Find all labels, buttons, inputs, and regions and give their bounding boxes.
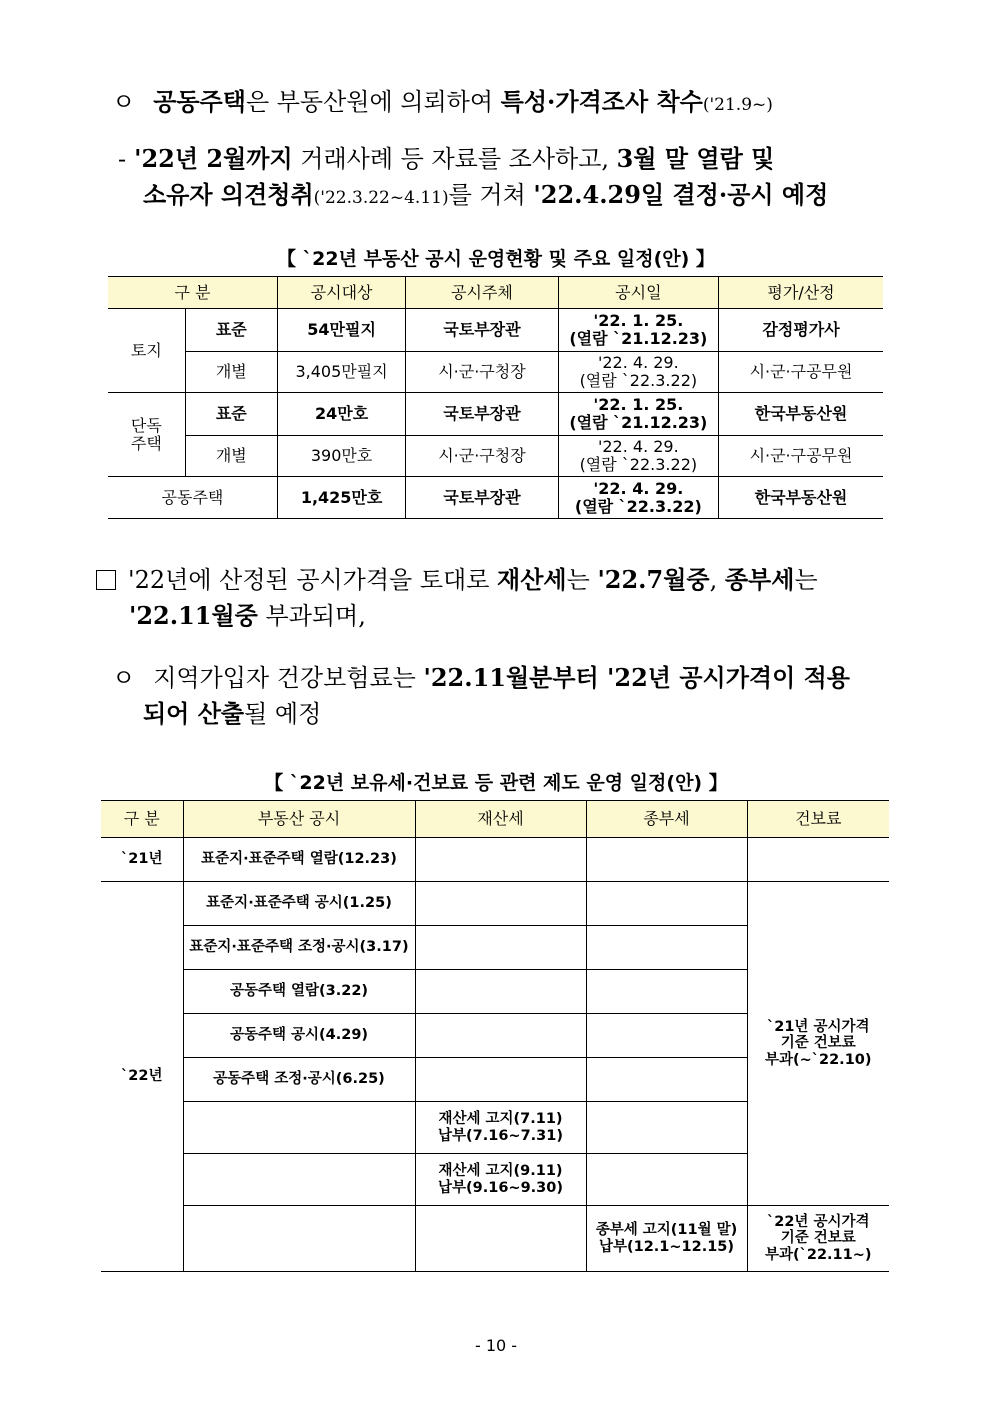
th-comprehensive-tax: 종부세: [586, 801, 747, 838]
checkbox-square-icon: [96, 570, 116, 590]
date-cell: '22. 4. 29. (열람 `22.3.22): [558, 352, 718, 393]
th-gongsi: 부동산 공시: [183, 801, 415, 838]
date-cell: '22. 1. 25. (열람 `21.12.23): [558, 309, 718, 352]
bullet-circle: ㅇ: [112, 88, 136, 116]
property-tax-july: 재산세 고지(7.11) 납부(7.16~7.31): [415, 1102, 586, 1154]
date-cell: '22. 4. 29. (열람 `22.3.22): [558, 477, 718, 519]
intro-line-2: - '22년 2월까지 거래사례 등 자료를 조사하고, 3월 말 열람 및: [118, 144, 775, 173]
dash-marker: -: [118, 145, 127, 173]
property-tax-sept: 재산세 고지(9.11) 납부(9.16~9.30): [415, 1154, 586, 1206]
health-note-2021: `21년 공시가격 기준 건보료 부과(~`22.10): [747, 882, 889, 1206]
date-cell: '22. 1. 25. (열람 `21.12.23): [558, 393, 718, 436]
comprehensive-tax-nov: 종부세 고지(11월 말) 납부(12.1~12.15): [586, 1206, 747, 1272]
bullet-circle: ㅇ: [112, 664, 136, 692]
th-agent: 공시주체: [406, 277, 558, 309]
group-house: 단독 주택: [108, 393, 185, 477]
group-land: 토지: [108, 309, 185, 393]
intro-line-3: 소유자 의견청취('22.3.22~4.11)를 거쳐 '22.4.29일 결정·공시 예정: [143, 180, 829, 209]
intro-term: 공동주택: [153, 87, 246, 116]
row-apartment: 공동주택: [108, 477, 277, 519]
th-date: 공시일: [558, 277, 718, 309]
public-notice-table: 구 분 공시대상 공시주체 공시일 평가/산정 토지 표준 54만필지 국토부장관 '22. 1. 25. (열람 `21.12.23) 감정평가사 개별 3,405만필지 시·군·구청장 '22. 4. 29. (열람 `22.3.22) 시·군·구공무원 단독 주택 표준 24만호 국토부장관 '22. 1. 25. (열람 `21.12.23) 한국부동산원 개별 390만호 시·군·구청장 '22. 4. 29. (열람 `22.3.22) 시·군·구공무원 공동주택 1,425만호 국토부장관 '22. 4. 29. (열람 `22.3.22) 한국부동산원: [108, 276, 883, 519]
th-target: 공시대상: [277, 277, 405, 309]
page-number: - 10 -: [474, 1336, 518, 1355]
th-category: 구 분: [108, 277, 277, 309]
date-cell: '22. 4. 29. (열람 `22.3.22): [558, 436, 718, 477]
section2-line-4: 되어 산출될 예정: [143, 699, 322, 728]
th-property-tax: 재산세: [415, 801, 586, 838]
schedule-table: 구 분 부동산 공시 재산세 종부세 건보료 `21년 표준지·표준주택 열람(12.23) `22년 표준지·표준주택 공시(1.25) `21년 공시가격 기준 건보료 부과(~`22.10) 표준지·표준주택 조정·공시(3.17) 공동주택 열람(3.22) 공동주택 공시(4.29) 공동주택 조정·공시(6.25) 재산세 고지(7.11) 납부(7.16~7.31) 재산세 고지(9.11) 납부(9.16~9.30) 종부세 고지(11월 말) 납부(12.1~12.15) `22년 공시가격 기준 건보료 부과(`22.11~): [101, 800, 889, 1272]
section2-line-3: ㅇ 지역가입자 건강보험료는 '22.11월분부터 '22년 공시가격이 적용: [112, 663, 850, 692]
row-2021-label: `21년: [101, 838, 183, 882]
section2-line-2: '22.11월중 부과되며,: [129, 601, 366, 630]
intro-line-1: ㅇ 공동주택은 부동산원에 의뢰하여 특성·가격조사 착수('21.9~): [112, 87, 773, 116]
row-2022-label: `22년: [101, 882, 183, 1272]
table1-caption: 【 `22년 부동산 공시 운영현황 및 주요 일정(안) 】: [277, 248, 715, 270]
health-note-2022: `22년 공시가격 기준 건보료 부과(`22.11~): [747, 1206, 889, 1272]
th-health-insurance: 건보료: [747, 801, 889, 838]
section2-line-1: '22년에 산정된 공시가격을 토대로 재산세는 '22.7월중, 종부세는: [96, 566, 818, 595]
table2-caption: 【 `22년 보유세·건보료 등 관련 제도 운영 일정(안) 】: [264, 772, 728, 794]
th-category: 구 분: [101, 801, 183, 838]
th-eval: 평가/산정: [719, 277, 883, 309]
